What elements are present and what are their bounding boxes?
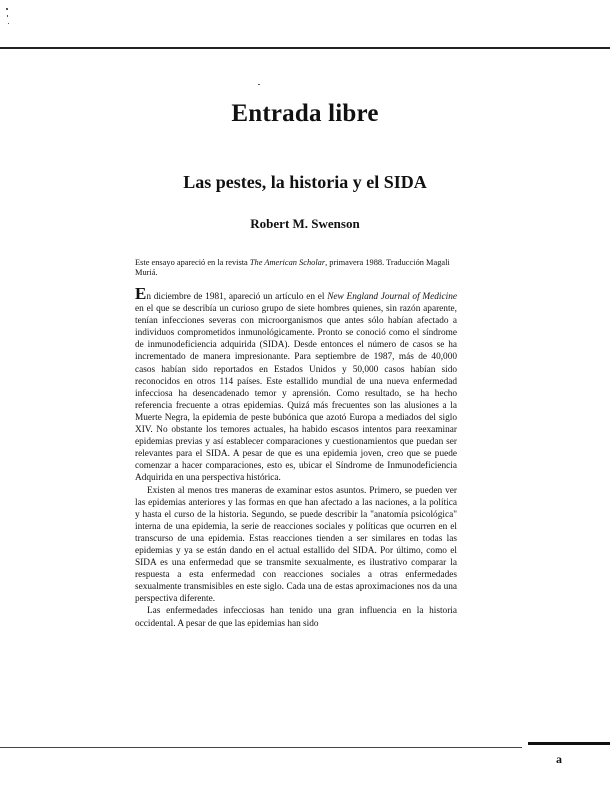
note-text: Este ensayo apareció en la revista [135, 258, 250, 267]
scan-speck [258, 84, 260, 85]
paragraph-text: n diciembre de 1981, apareció un artículo en el [146, 292, 328, 302]
section-title: Entrada libre [231, 100, 379, 127]
article-title: Las pestes, la historia y el SIDA [183, 172, 427, 192]
note-journal: The American Scholar [249, 258, 326, 267]
journal-name: New England Journal of Medicine [327, 292, 457, 302]
author-name: Robert M. Swenson [250, 216, 360, 231]
page-number: a [556, 752, 562, 766]
scan-speck [7, 15, 8, 17]
bottom-rule-thick [528, 742, 610, 745]
scan-speck [6, 8, 8, 10]
drop-cap: E [135, 284, 147, 303]
bottom-rule [0, 747, 522, 748]
paragraph-1 [135, 284, 457, 485]
paragraph-3: Las enfermedades infecciosas han tenido una gran influencia en la historia occidental. A pesar de que las epidemias han sido [135, 606, 457, 629]
top-rule [0, 47, 610, 49]
note-text: , primavera 1988. Traducción Magali Muriá. [135, 258, 450, 277]
publication-note [135, 258, 457, 278]
paragraph-2: Existen al menos tres maneras de examinar estos asuntos. Primero, se pueden ver las epidemias anteriores y las formas en que han afectado a las naciones, a la política y hasta el curso de la historia. Segundo, se puede describir la "anatomía psicológica" interna de una epidemia, la serie de reacciones sociales y políticas que ocurren en el transcurso de una epidemia. Estas reacciones tienden a ser similares en todas las epidemias y ya se están dando en el actual estallido del SIDA. Por último, como el SIDA es una enfermedad que se transmite sexualmente, es ilustrativo comparar la respuesta a esta enfermedad con reacciones sociales a otras enfermedades sexualmente transmisibles en este siglo. Cada una de estas aproximaciones nos da una perspectiva diferente. [135, 485, 457, 605]
article-body [135, 284, 457, 630]
paragraph-text: en el que se describía un curioso grupo de siete hombres quienes, sin razón aparente, tenían infecciones severas con microorganismos que antes sólo habían afectado a individuos comprometidos inmunológicamente. Pronto se conoció como el síndrome de inmunodeficiencia adquirida (SIDA). Desde entonces el número de casos se ha incrementado de manera impresionante. Para septiembre de 1987, más de 40,000 casos habían sido reportados en Estados Unidos y 50,000 casos habían sido reconocidos en otros 114 países. Este estallido mundial de una nueva enfermedad infecciosa ha desencadenado temor y aprensión. Como resultado, se ha hecho referencia frecuente a otras epidemias. Quizá más frecuentes son las alusiones a la Muerte Negra, la epidemia de peste bubónica que azotó Europa a mediados del siglo XIV. No obstante los temores actuales, ha habido escasos intentos para reexaminar epidemias previas y así establecer comparaciones y cuestionamientos que puedan ser relevantes para el SIDA. A pesar de que es una epidemia joven, creo que se puede comenzar a hacer comparaciones, esto es, ubicar el Síndrome de Inmunodeficiencia Adquirida en una perspectiva histórica. [135, 304, 457, 484]
scan-speck [8, 23, 9, 24]
